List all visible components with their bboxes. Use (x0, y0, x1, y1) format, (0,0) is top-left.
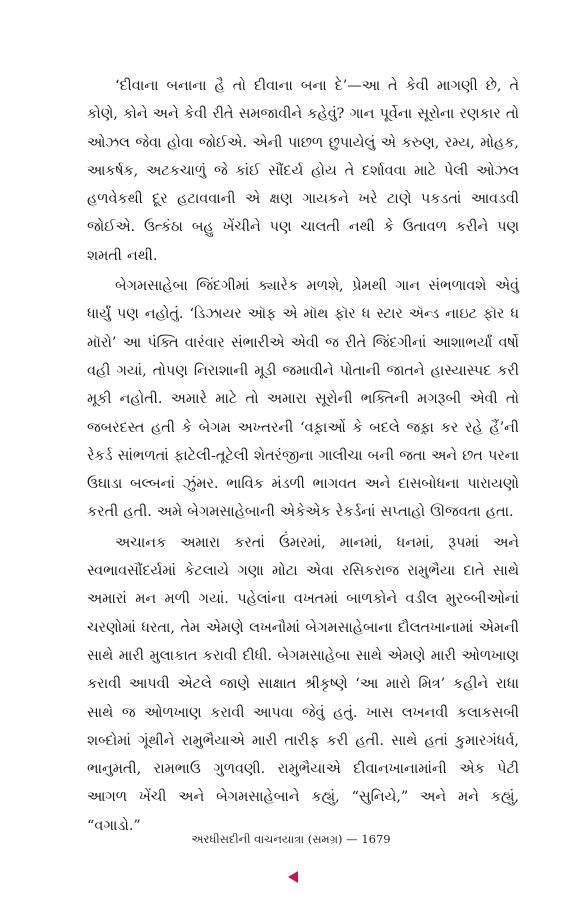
previous-page-icon[interactable] (288, 871, 298, 883)
paragraph-1: ‘દીવાના બનાના હૈ તો દીવાના બના દે’—આ તે કેવી માગણી છે, તે કોણે, કોને અને કેવી રીતે સમજાવીને કહેવું? ગાન પૂર્વેના સૂરોના રણકાર તો ઓઝલ જેવા હોવા જોઈએ. એની પાછળ છુપાયેલું એ કરુણ, રમ્ય, મોહક, આકર્ષક, અટકચાળું જે કાંઈ સૌંદર્ય હોય તે દર્શાવવા માટે પેલી ઓઝલ હળવેકથી દૂર હટાવવાની એ ક્ષણ ગાયકને ખરે ટાણે પકડતાં આવડવી જોઈએ. ઉત્કંઠા બહુ ખેંચીને પણ ચાલતી નથી કે ઉતાવળ કરીને પણ શમતી નથી. (87, 78, 519, 264)
page-footer: અરધીસદીની વાચનયાત્રા (સમગ્ર) — 1679 (191, 832, 391, 846)
page-body (87, 72, 519, 840)
paragraph-2: બેગમસાહેબા જિંદગીમાં ક્યારેક મળશે, પ્રેમથી ગાન સંભળાવશે એવું ધાર્યું પણ નહોતું. ‘ડિઝાયર ઑફ એ મૉથ ફૉર ધ સ્ટાર ઍન્ડ નાઇટ ફૉર ધ મૉરો’ આ પંક્તિ વારંવાર સંભારીએ એવી જ રીતે જિંદગીનાં આશાભર્યાં વર્ષો વહી ગયાં, તોપણ નિરાશાની મૂડી જમાવીને પોતાની જાતને હાસ્યાસ્પદ કરી મૂકી નહોતી. અમારે માટે તો અમારા સૂરોની ભક્તિની મગરૂબી એવી તો જબરદસ્ત હતી કે બેગમ અખ્તરની ‘વફ઼ાઓં કે બદલે જફ઼ા કર રહે હૈં’ની રેકર્ડ સાંભળતાં ફાટેલી-તૂટેલી શેતરંજીના ગાલીચા બની જતા અને છત પરના ઉઘાડા બલ્બનાં ઝુંમર. ભાવિક મંડળી ભાગવત અને દાસબોધના પારાયણો કરતી હતી. અમે બેગમસાહેબાની એકેએક રેકર્ડનાં સપ્તાહો ઊજવતા હતા. (87, 278, 519, 521)
paragraph-3: અચાનક અમારા કરતાં ઉંમરમાં, માનમાં, ધનમાં, રૂપમાં અને સ્વભાવસૌંદર્યમાં કેટલાયે ગણા મોટા એવા રસિકરાજ રામુભૈયા દાતે સાથે અમારાં મન મળી ગયાં. પહેલાંના વખતમાં બાળકોને વડીલ મુરબ્બીઓનાં ચરણોમાં ધરતા, તેમ એમણે લખનૌમાં બેગમસાહેબાના દૌલતખાનામાં એમની સાથે મારી મુલાકાત કરાવી દીધી. બેગમસાહેબા સાથે એમણે મારી ઓળખાણ કરાવી આપવી એટલે જાણે સાક્ષાત શ્રીકૃષ્ણે ‘આ મારો મિત્ર’ કહીને રાધા સાથે જ ઓળખાણ કરાવી આપવા જેવું હતું. ખાસ લખનવી કલાકસબી શબ્દોમાં ગૂંથીને રામુભૈયાએ મારી તારીફ કરી હતી. સાથે હતાં કુમારગંધર્વ, ભાનુમતી, રામભાઉ ગુળવણી. રામુભૈયાએ દીવાનખાનામાંની એક પેટી આગળ ખેંચી અને બેગમસાહેબાને કહ્યું, “સુનિયે,” અને મને કહ્યું, “વગાડો.” (87, 534, 519, 834)
